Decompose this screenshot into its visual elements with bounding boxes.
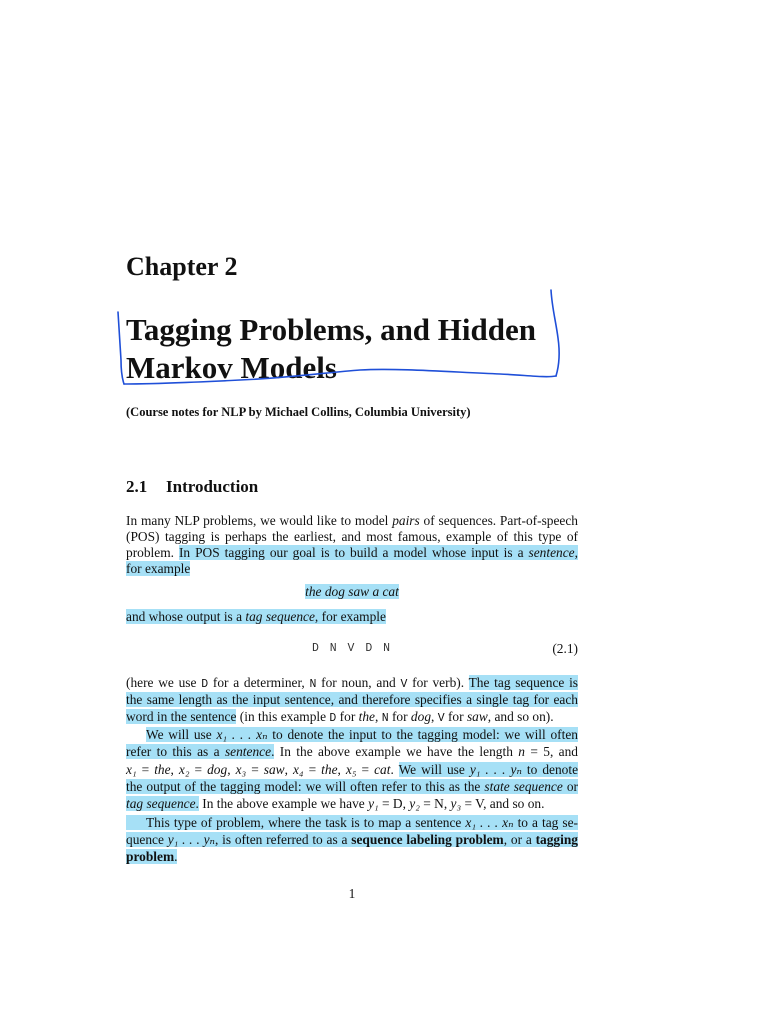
page-number: 1 xyxy=(348,886,356,901)
text-line xyxy=(126,561,578,577)
highlight: the same length as the input sentence, and therefore specifies a single tag for each xyxy=(126,692,578,707)
chapter-title xyxy=(126,311,586,387)
highlight: We will use x₁ . . . xₙ to denote the input to the tagging model: we will often xyxy=(146,727,578,742)
text-line: x₁ = the, x₂ = dog, x₃ = saw, x₄ = the, x₅ = cat. We will use y₁ . . . yₙ to denote xyxy=(126,762,579,777)
highlight: word in the sentence xyxy=(126,709,237,724)
highlight: The tag sequence is xyxy=(468,675,579,690)
text-line xyxy=(126,692,578,708)
text-line xyxy=(126,832,578,848)
section-title: Introduction xyxy=(166,477,259,496)
tag-sequence-example: D N V D N xyxy=(311,642,393,655)
highlight: tag sequence. xyxy=(126,796,199,811)
highlight: and whose output is a tag sequence, for example xyxy=(126,609,386,624)
example-sentence xyxy=(126,584,578,600)
text-line: (POS) tagging is perhaps the earliest, and most famous, example of this type of xyxy=(126,529,578,544)
highlight: the dog saw a cat xyxy=(305,584,399,599)
text-line: In many NLP problems, we would like to model pairs of sequences. Part-of-speech xyxy=(126,513,579,528)
chapter-label: Chapter 2 xyxy=(126,252,238,281)
highlight: refer to this as a sentence. xyxy=(126,744,275,759)
highlight: We will use y₁ . . . yₙ to denote xyxy=(398,762,579,777)
section-number: 2.1 xyxy=(126,477,148,496)
highlight: problem. xyxy=(126,849,178,864)
highlight: In POS tagging our goal is to build a model whose input is a sentence, xyxy=(178,545,578,560)
highlight: quence y₁ . . . yₙ, is often referred to as a sequence labeling problem, or a tagging xyxy=(126,832,578,847)
highlight: the output of the tagging model: we will often refer to this as the state sequence or xyxy=(126,779,578,794)
text-line xyxy=(126,727,578,743)
text-line: word in the sentence (in this example D for the, N for dog, V for saw, and so on). xyxy=(126,709,554,725)
highlight: This type of problem, where the task is to map a sentence x₁ . . . xₙ to a tag se- xyxy=(126,815,578,830)
section-heading xyxy=(126,476,258,498)
text-line xyxy=(126,849,578,865)
text-line: (here we use D for a determiner, N for noun, and V for verb). The tag sequence is xyxy=(126,675,579,691)
chapter-title-line-2: Markov Models xyxy=(126,350,337,385)
text-line xyxy=(126,779,578,795)
text-line xyxy=(126,815,578,831)
text-line xyxy=(126,609,578,625)
course-notes-credit: (Course notes for NLP by Michael Collins, Columbia University) xyxy=(126,405,471,419)
highlight: for example xyxy=(126,561,191,576)
equation-number: (2.1) xyxy=(552,641,578,656)
text-line: tag sequence. In the above example we have y₁ = D, y₂ = N, y₃ = V, and so on. xyxy=(126,796,545,811)
text-line: refer to this as a sentence. In the above example we have the length n = 5, and xyxy=(126,744,578,759)
chapter-title-line-1: Tagging Problems, and Hidden xyxy=(126,312,537,347)
text-line: problem. In POS tagging our goal is to build a model whose input is a sentence, xyxy=(126,545,578,560)
